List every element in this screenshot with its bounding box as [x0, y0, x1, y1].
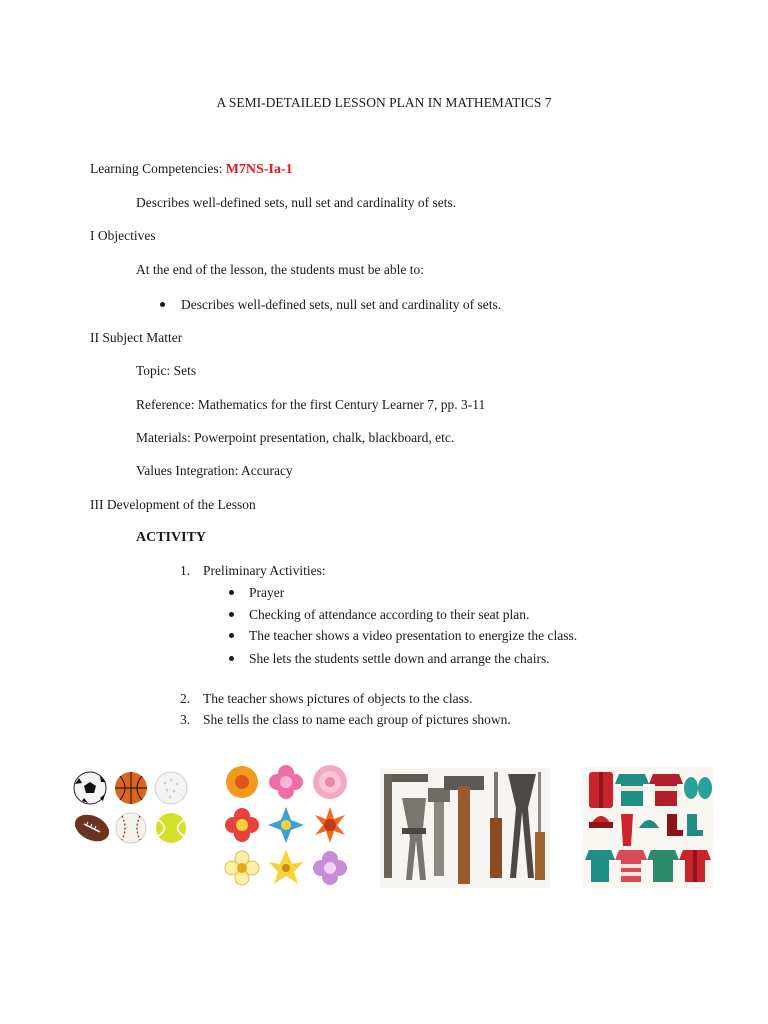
- reference-line: Reference: Mathematics for the first Century Learner 7, pp. 3-11: [136, 397, 486, 412]
- blue-flower-icon: [268, 807, 304, 843]
- competencies-line: [90, 160, 293, 179]
- balls-picture: [70, 768, 190, 852]
- step-text: The teacher shows pictures of objects to the class.: [203, 691, 473, 706]
- bullet-marker: [229, 633, 234, 638]
- bullet-marker: [160, 302, 165, 307]
- step-text: She tells the class to name each group of pictures shown.: [203, 712, 511, 727]
- yellow-lily-icon: [269, 850, 303, 884]
- materials-line: Materials: Powerpoint presentation, chalk, blackboard, etc.: [136, 430, 455, 445]
- topic-line: Topic: Sets: [136, 363, 197, 378]
- step-bullet: She lets the students settle down and arrange the chairs.: [249, 651, 550, 666]
- football-icon: [71, 810, 114, 847]
- values-line: Values Integration: Accuracy: [136, 463, 293, 478]
- orange-flower-icon: [226, 766, 258, 798]
- tennis-ball-icon: [156, 813, 186, 843]
- objectives-intro: At the end of the lesson, the students must be able to:: [136, 262, 424, 277]
- objective-item: Describes well-defined sets, null set and cardinality of sets.: [181, 297, 502, 312]
- objectives-heading: I Objectives: [90, 228, 156, 243]
- soccer-ball-icon: [74, 772, 106, 804]
- bullet-marker: [229, 590, 234, 595]
- scarf-icon: [621, 814, 633, 846]
- purple-flower-icon: [313, 851, 347, 885]
- competency-description: Describes well-defined sets, null set and cardinality of sets.: [136, 195, 457, 210]
- step-number: 3.: [180, 712, 191, 727]
- light-pink-flower-icon: [313, 765, 347, 799]
- development-heading: III Development of the Lesson: [90, 497, 256, 512]
- competency-code: M7NS-Ia-1: [225, 162, 293, 177]
- document-title: A SEMI-DETAILED LESSON PLAN IN MATHEMATICS 7: [216, 95, 552, 110]
- clothes-picture: [583, 766, 713, 888]
- pink-flower-icon: [269, 765, 303, 799]
- subject-matter-heading: II Subject Matter: [90, 330, 183, 345]
- baseball-icon: [116, 813, 146, 843]
- basketball-icon: [115, 772, 147, 804]
- bullet-marker: [229, 656, 234, 661]
- red-flower-icon: [225, 808, 259, 842]
- competencies-label: Learning Competencies:: [90, 161, 226, 176]
- flowers-picture: [220, 762, 355, 892]
- orange-daisy-icon: [315, 807, 345, 843]
- step-bullet: Checking of attendance according to their seat plan.: [249, 607, 530, 622]
- step-bullet: The teacher shows a video presentation to energize the class.: [249, 628, 578, 643]
- step-number: 1.: [180, 563, 191, 578]
- activity-heading: ACTIVITY: [136, 530, 207, 545]
- bullet-marker: [229, 612, 234, 617]
- red-coat-icon: [589, 772, 613, 808]
- step-number: 2.: [180, 691, 191, 706]
- step-text: Preliminary Activities:: [203, 563, 326, 578]
- tools-picture: [380, 768, 550, 888]
- yellow-daisy-icon: [225, 851, 259, 885]
- step-bullet: Prayer: [249, 585, 285, 600]
- golf-ball-icon: [155, 772, 187, 804]
